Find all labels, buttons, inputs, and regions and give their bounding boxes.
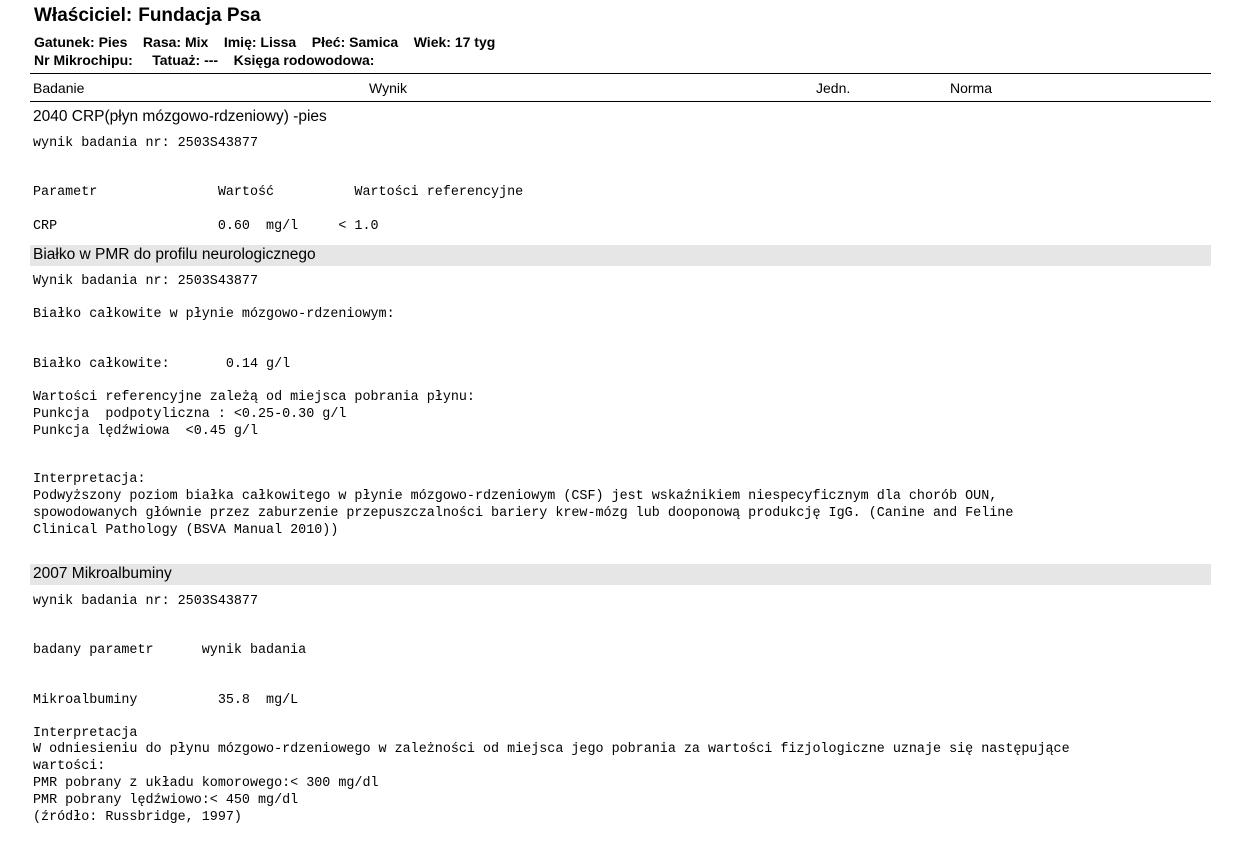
interpretation-line: PMR pobrany lędźwiowo:< 450 mg/dl <box>33 793 299 808</box>
section-title-text: 2040 CRP(płyn mózgowo-rdzeniowy) -pies <box>33 108 327 125</box>
column-header-result: Wynik <box>369 80 407 96</box>
header-top-divider <box>30 73 1211 74</box>
patient-info-line: Gatunek: Pies Rasa: Mix Imię: Lissa Płeć: Samica Wiek: 17 tyg <box>34 34 496 50</box>
section-title-crp <box>30 107 1211 128</box>
result-number: Wynik badania nr: 2503S43877 <box>33 274 258 289</box>
owner-label: Właściciel: <box>34 5 133 26</box>
interpretation-title: Interpretacja: <box>33 472 146 487</box>
table-header: badany parametr wynik badania <box>33 643 307 658</box>
table-header: Parametr Wartość Wartości referencyjne <box>33 185 524 200</box>
column-header-norm: Norma <box>950 80 993 96</box>
reference-line: Punkcja podpotyliczna : <0.25-0.30 g/l <box>33 407 347 422</box>
protein-value: Białko całkowite: 0.14 g/l <box>33 357 291 372</box>
interpretation-line: W odniesieniu do płynu mózgowo-rdzeniowego w zależności od miejsca jego pobrania za wartości fizjologiczne uznaje się następujące <box>33 742 1070 757</box>
result-number: wynik badania nr: 2503S43877 <box>33 594 258 609</box>
interpretation-line: wartości: <box>33 759 106 774</box>
table-row-microalbumin: Mikroalbuminy 35.8 mg/L <box>33 693 299 708</box>
identification-info-line: Nr Mikrochipu: Tatuaż: --- Księga rodowodowa: <box>34 52 375 68</box>
interpretation-line: PMR pobrany z układu komorowego:< 300 mg/dl <box>33 776 379 791</box>
section-title-microalbumin <box>30 564 1211 585</box>
protein-subtitle: Białko całkowite w płynie mózgowo-rdzeniowym: <box>33 307 395 322</box>
interpretation-line: Podwyższony poziom białka całkowitego w płynie mózgowo-rdzeniowym (CSF) jest wskaźnikiem niespecyficznym dla chorób OUN, <box>33 489 998 504</box>
result-number: wynik badania nr: 2503S43877 <box>33 136 258 151</box>
owner-heading <box>34 5 261 27</box>
section-title-text: Białko w PMR do profilu neurologicznego <box>33 246 316 263</box>
interpretation-line: (źródło: Russbridge, 1997) <box>33 810 242 825</box>
reference-line: Punkcja lędźwiowa <0.45 g/l <box>33 424 258 439</box>
column-header-test: Badanie <box>33 80 85 96</box>
owner-value: Fundacja Psa <box>138 5 261 26</box>
table-row-crp: CRP 0.60 mg/l < 1.0 <box>33 219 379 234</box>
section-title-text: 2007 Mikroalbuminy <box>33 565 172 582</box>
header-bottom-divider <box>30 101 1211 102</box>
reference-line: Wartości referencyjne zależą od miejsca pobrania płynu: <box>33 390 475 405</box>
interpretation-line: Clinical Pathology (BSVA Manual 2010)) <box>33 523 339 538</box>
column-header-unit: Jedn. <box>816 80 851 96</box>
section-title-protein <box>30 245 1211 266</box>
interpretation-line: spowodowanych głównie przez zaburzenie przepuszczalności bariery krew-mózg lub dooponową produkcję IgG. (Canine and Feline <box>33 506 1014 521</box>
interpretation-title: Interpretacja <box>33 726 138 741</box>
